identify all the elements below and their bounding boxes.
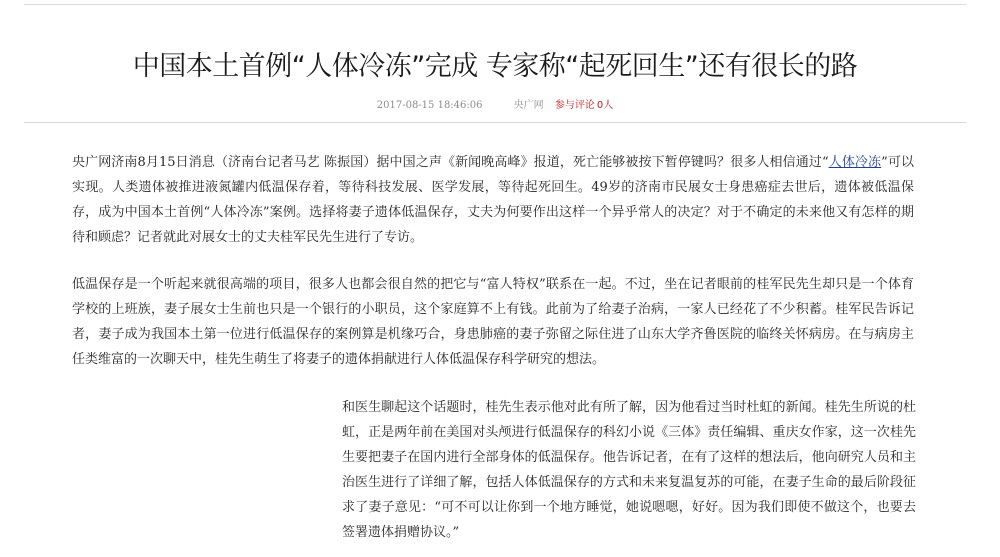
- article-title: 中国本土首例“人体冷冻”完成 专家称“起死回生”还有很长的路: [132, 51, 858, 82]
- comment-count-unit: 人: [603, 100, 614, 111]
- paragraph-1-body: ”可以实现。人类遗体被推进液氮罐内低温保存着，等待科技发展、医学发展，等待起死回生。49岁的济南市民展女士身患癌症去世后，遗体被低温保存，成为中国本土首例“人体冷冻”案例。选择将妻子遗体低温保存，丈夫为何要作出这样一个异乎常人的决定？对于不确定的未来他又有怎样的期待和顾虑？记者就此对展女士的丈夫桂军民先生进行了专访。: [72, 155, 914, 245]
- article-source: 央广网: [513, 100, 544, 111]
- publish-date: 2017-08-15 18:46:06: [376, 100, 483, 111]
- comment-link-label: 参与评论: [554, 100, 595, 111]
- article-paragraph-1: [72, 150, 914, 250]
- comment-link[interactable]: [555, 100, 613, 111]
- top-divider: [24, 4, 966, 5]
- human-cryonics-link[interactable]: 人体冷冻: [828, 155, 882, 170]
- comment-count: 0: [596, 100, 604, 111]
- paragraph-1-intro: 央广网济南8月15日消息（济南台记者马艺 陈振国）据中国之声《新闻晚高峰》报道，死亡能够被按下暂停键吗？很多人相信通过“: [72, 155, 829, 170]
- meta-divider: [24, 122, 966, 123]
- article-paragraph-2: 低温保存是一个听起来就很高端的项目，很多人也都会很自然的把它与“富人特权”联系在一起。不过，坐在记者眼前的桂军民先生却只是一个体育学校的上班族，妻子展女士生前也只是一个银行的小职员，这个家庭算不上有钱。此前为了给妻子治病，一家人已经花了不少积蓄。桂军民告诉记者，妻子成为我国本土第一位进行低温保存的案例算是机缘巧合，身患肺癌的妻子弥留之际住进了山东大学齐鲁医院的临终关怀病房。在与病房主任类维富的一次聊天中，桂先生萌生了将妻子的遗体捐献进行人体低温保存科学研究的想法。: [72, 277, 914, 367]
- article-meta: [24, 96, 966, 111]
- article-paragraph-3: 和医生聊起这个话题时，桂先生表示他对此有所了解，因为他看过当时杜虹的新闻。桂先生所说的杜虹，正是两年前在美国对头颅进行低温保存的科幻小说《三体》责任编辑、重庆女作家，这一次桂先生要把妻子在国内进行全部身体的低温保存。他告诉记者，在有了这样的想法后，他向研究人员和主治医生进行了详细了解，包括人体低温保存的方式和未来复温复苏的可能，在妻子生命的最后阶段征求了妻子意见：“可不可以让你到一个地方睡觉，她说嗯嗯，好好。因为我们即使不做这个，也要去签署遗体捐赠协议。”: [342, 400, 916, 540]
